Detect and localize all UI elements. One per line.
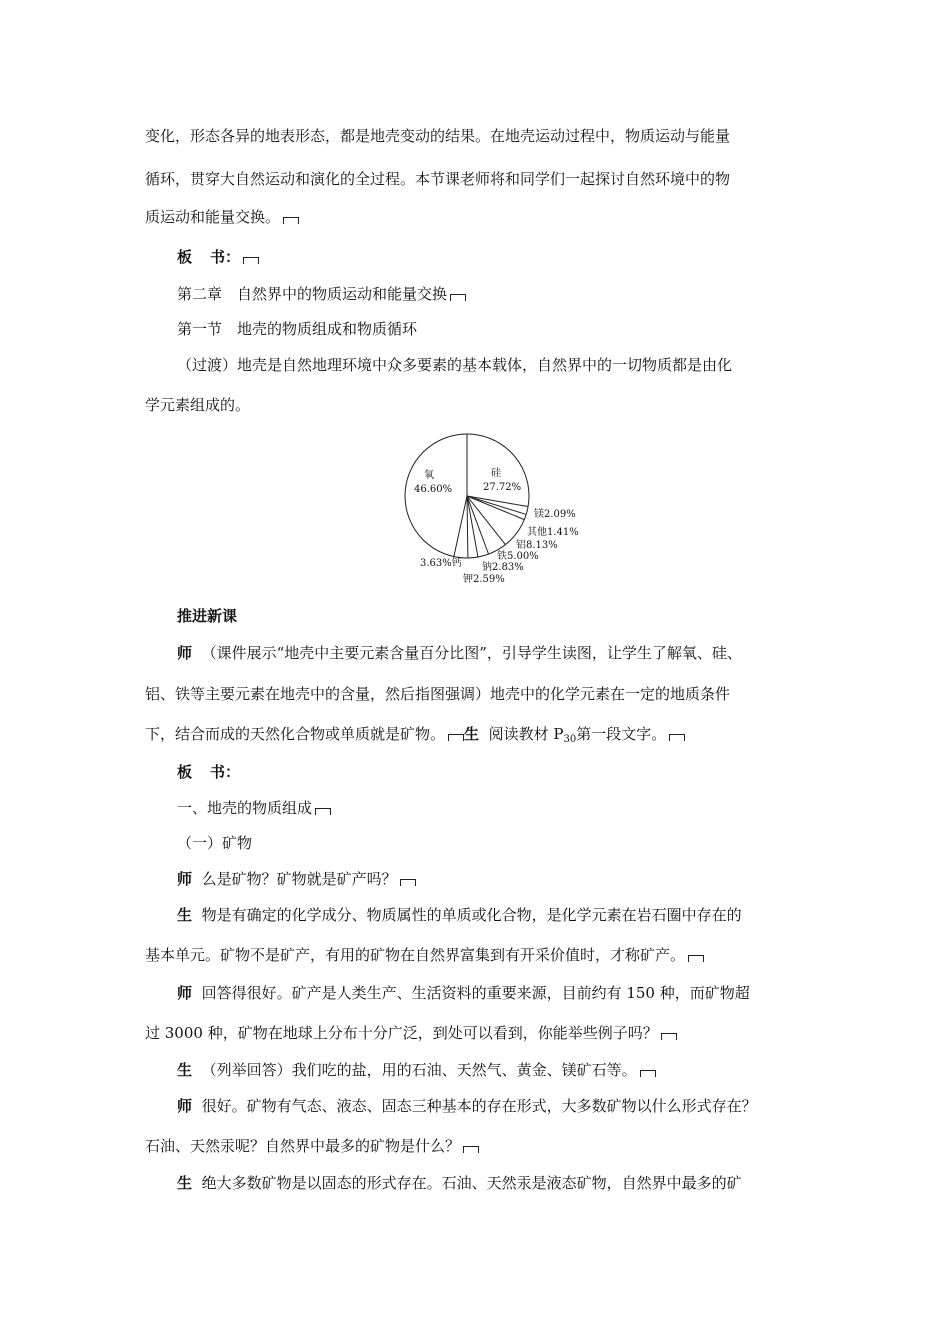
pie-label-iron: 铁5.00% — [497, 551, 539, 562]
board-label: 书： — [210, 763, 241, 781]
board-label: 书： — [210, 248, 241, 266]
element-pie-chart — [400, 424, 650, 594]
board-label: 板 — [177, 248, 193, 266]
paragraph-mark-icon — [640, 1070, 656, 1077]
outline-text: 一、地壳的物质组成 — [177, 799, 313, 817]
board-heading — [177, 247, 259, 267]
dialogue-text: 过 3000 种，矿物在地球上分布十分广泛，到处可以看到，你能举些例子吗？ — [145, 1024, 658, 1042]
chapter-title — [177, 284, 466, 304]
dialogue-text: 很好。矿物有气态、液态、固态三种基本的存在形式，大多数矿物以什么形式存在？ — [201, 1097, 757, 1115]
dialogue-text: 物是有确定的化学成分、物质属性的单质或化合物，是化学元素在岩石圈中存在的 — [201, 906, 742, 924]
dialogue-line — [177, 1096, 757, 1116]
pie-value-silicon: 27.72% — [483, 482, 522, 493]
speaker-teacher: 师 — [177, 870, 193, 888]
speaker-student: 生 — [177, 1061, 193, 1079]
chapter-text: 第二章 自然界中的物质运动和能量交换 — [177, 285, 448, 303]
speaker-teacher: 师 — [177, 984, 193, 1002]
paragraph-text: 质运动和能量交换。 — [145, 208, 281, 226]
dialogue-line — [177, 983, 750, 1003]
pie-label-potassium: 钾2.59% — [463, 574, 505, 585]
paragraph-mark-icon — [243, 257, 259, 264]
dialogue-line — [177, 869, 416, 889]
dialogue-text: 绝大多数矿物是以固态的形式存在。石油、天然汞是液态矿物，自然界中最多的矿 — [201, 1174, 742, 1192]
speaker-student: 生 — [464, 725, 480, 743]
speaker-teacher: 师 — [177, 1097, 193, 1115]
section-title: 第一节 地壳的物质组成和物质循环 — [177, 320, 418, 338]
paragraph-mark-icon — [283, 217, 299, 224]
dialogue-text: 么是矿物？矿物就是矿产吗？ — [201, 870, 397, 888]
pie-label-oxygen: 氧 — [424, 470, 434, 481]
paragraph-mark-icon — [450, 294, 466, 301]
paragraph-mark-icon — [448, 734, 464, 741]
dialogue-text: 石油、天然汞呢？自然界中最多的矿物是什么？ — [145, 1137, 461, 1155]
dialogue-text: 基本单元。矿物不是矿产，有用的矿物在自然界富集到有开采价值时，才称矿产。 — [145, 946, 686, 964]
speaker-teacher: 师 — [177, 644, 193, 662]
pie-label-silicon: 硅 — [491, 468, 501, 479]
paragraph-mark-icon — [688, 955, 704, 962]
outline-item — [177, 798, 331, 818]
dialogue-text: 阅读教材 P — [488, 725, 564, 743]
dialogue-line — [177, 1060, 656, 1080]
page-subscript: 30 — [563, 734, 577, 745]
paragraph-line — [145, 945, 704, 965]
paragraph-line — [145, 724, 685, 750]
paragraph-mark-icon — [463, 1146, 479, 1153]
section-heading: 推进新课 — [177, 607, 238, 625]
paragraph-line: 变化，形态各异的地表形态，都是地壳变动的结果。在地壳运动过程中，物质运动与能量 — [145, 127, 731, 145]
dialogue-line — [177, 643, 742, 663]
pie-label-sodium: 钠2.83% — [482, 562, 524, 573]
dialogue-text: （课件展示“地壳中主要元素含量百分比图”，引导学生读图，让学生了解氧、硅、 — [201, 644, 742, 662]
paragraph-line: 学元素组成的。 — [145, 396, 251, 414]
paragraph-mark-icon — [669, 734, 685, 741]
speaker-student: 生 — [177, 906, 193, 924]
paragraph-line: 循环，贯穿大自然运动和演化的全过程。本节课老师将和同学们一起探讨自然环境中的物 — [145, 170, 731, 188]
dialogue-text: （列举回答）我们吃的盐，用的石油、天然气、黄金、镁矿石等。 — [201, 1061, 637, 1079]
paragraph-line: 铝、铁等主要元素在地壳中的含量，然后指图强调）地壳中的化学元素在一定的地质条件 — [145, 685, 731, 703]
board-label: 板 — [177, 763, 193, 781]
dialogue-line — [177, 905, 742, 925]
dialogue-text: 第一段文字。 — [576, 725, 667, 743]
pie-label-aluminum: 铝8.13% — [516, 540, 558, 551]
paragraph-mark-icon — [400, 879, 416, 886]
dialogue-text: 回答得很好。矿产是人类生产、生活资料的重要来源，目前约有 150 种，而矿物超 — [201, 984, 750, 1002]
outline-item: （一）矿物 — [177, 834, 253, 852]
dialogue-line — [177, 1173, 742, 1193]
board-heading — [177, 762, 240, 782]
speaker-student: 生 — [177, 1174, 193, 1192]
pie-value-oxygen: 46.60% — [414, 484, 453, 495]
paragraph-line: （过渡）地壳是自然地理环境中众多要素的基本载体，自然界中的一切物质都是由化 — [177, 356, 733, 374]
paragraph-line — [145, 207, 299, 227]
paragraph-line — [145, 1136, 479, 1156]
dialogue-text: 下，结合而成的天然化合物或单质就是矿物。 — [145, 725, 446, 743]
paragraph-mark-icon — [661, 1033, 677, 1040]
paragraph-line — [145, 1023, 677, 1043]
pie-label-magnesium: 镁2.09% — [534, 509, 576, 520]
pie-label-calcium: 3.63%钙 — [420, 558, 462, 569]
pie-label-other: 其他1.41% — [527, 527, 579, 538]
paragraph-mark-icon — [315, 808, 331, 815]
